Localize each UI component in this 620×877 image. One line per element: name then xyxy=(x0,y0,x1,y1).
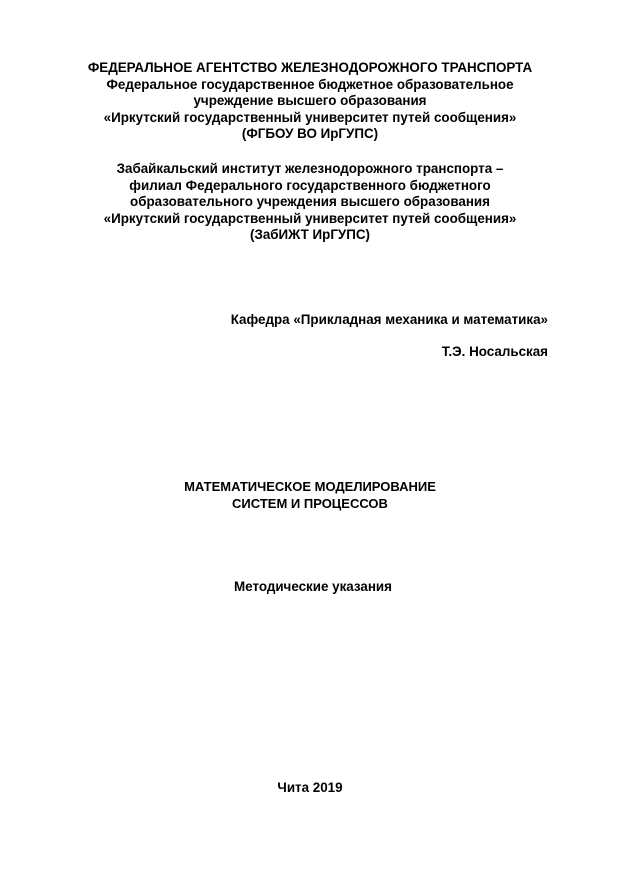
title-line: СИСТЕМ И ПРОЦЕССОВ xyxy=(232,495,388,511)
branch-line: «Иркутский государственный университет путей сообщения» xyxy=(103,210,517,226)
agency-line: ФЕДЕРАЛЬНОЕ АГЕНТСТВО ЖЕЛЕЗНОДОРОЖНОГО ТРАНСПОРТА xyxy=(87,60,533,75)
branch-line: Забайкальский институт железнодорожного транспорта – xyxy=(116,161,504,176)
title-line: МАТЕМАТИЧЕСКОЕ МОДЕЛИРОВАНИЕ xyxy=(184,479,436,494)
agency-line: учреждение высшего образования xyxy=(193,93,427,109)
agency-line: Федеральное государственное бюджетное образовательное xyxy=(106,76,514,92)
department-name: Кафедра «Прикладная механика и математика» xyxy=(230,312,548,327)
branch-line: (ЗабИЖТ ИрГУПС) xyxy=(249,227,370,243)
agency-line: «Иркутский государственный университет путей сообщения» xyxy=(103,109,517,125)
branch-header xyxy=(0,161,620,244)
city-year: Чита 2019 xyxy=(277,780,343,795)
agency-header xyxy=(0,60,620,143)
branch-line: образовательного учреждения высшего образования xyxy=(130,194,490,210)
agency-line: (ФГБОУ ВО ИрГУПС) xyxy=(241,126,379,142)
document-title xyxy=(0,479,620,512)
branch-line: филиал Федерального государственного бюджетного xyxy=(129,177,491,193)
author-name: Т.Э. Носальская xyxy=(441,344,548,359)
document-type: Методические указания xyxy=(234,579,392,594)
